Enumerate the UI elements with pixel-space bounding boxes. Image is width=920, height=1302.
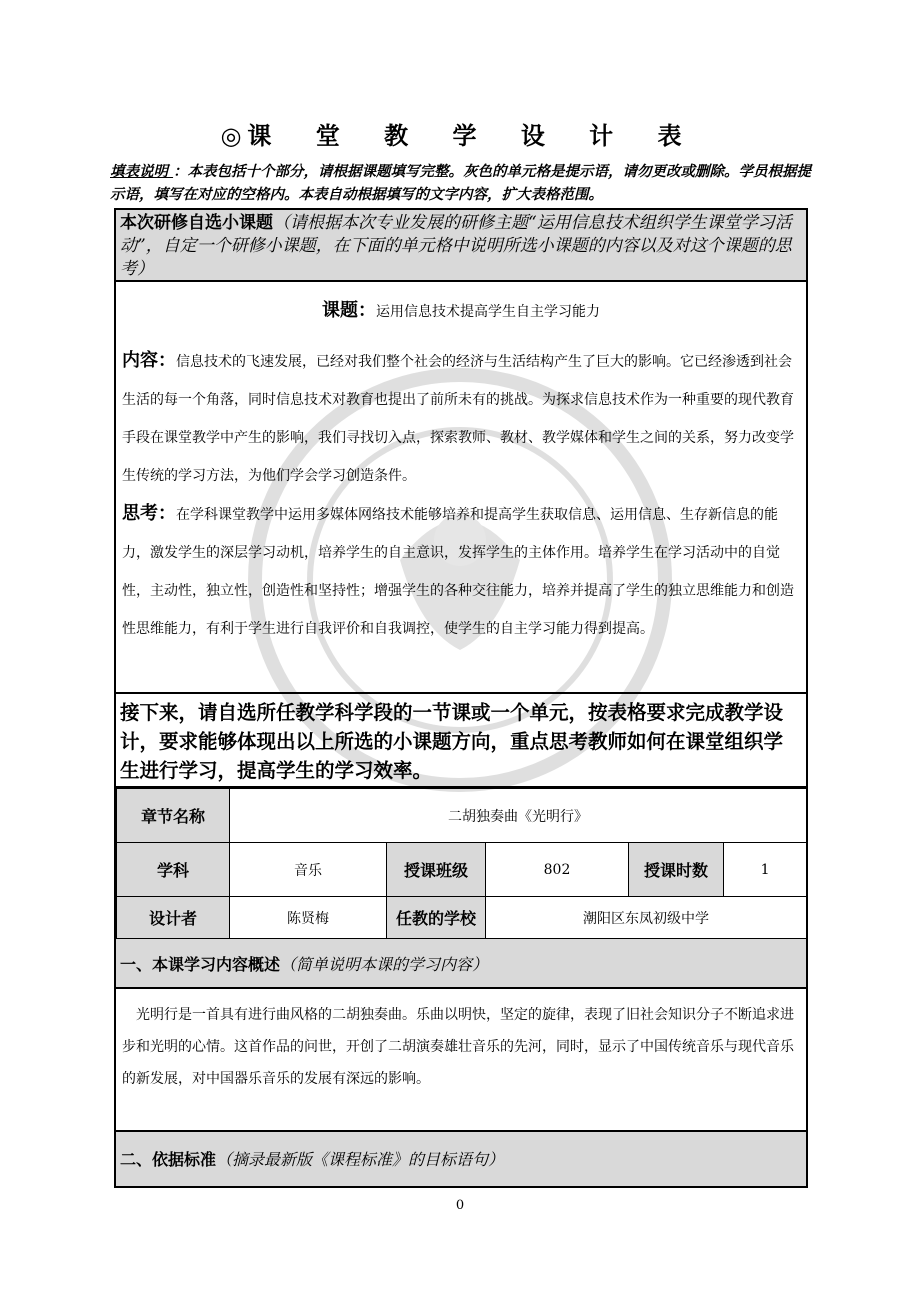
- section1-body[interactable]: 光明行是一首具有进行曲风格的二胡独奏曲。乐曲以明快，坚定的旋律，表现了旧社会知识分子不断追求进步和光明的心情。这首作品的问世，开创了二胡演奏雄壮音乐的先河，同时，显示了中国传统音乐与现代音乐的新发展，对中国器乐音乐的发展有深远的影响。: [116, 989, 806, 1132]
- subject-value[interactable]: 音乐: [230, 843, 387, 897]
- page-title: ◎ 课 堂 教 学 设 计 表: [220, 122, 700, 150]
- topic-section-body[interactable]: [116, 282, 806, 694]
- section2-hint: （摘录最新版《课程标准》的目标语句）: [216, 1150, 505, 1169]
- content-text: 信息技术的飞速发展，已经对我们整个社会的经济与生活结构产生了巨大的影响。它已经渗透到社会生活的每一个角落，同时信息技术对教育也提出了前所未有的挑战。为探求信息技术作为一种重要的现代教育手段在课堂教学中产生的影响，我们寻找切入点，探索教师、教材、教学媒体和学生之间的关系，努力改变学生传统的学习方法，为他们学会学习创造条件。: [122, 354, 794, 484]
- topic-label: 课题：: [322, 300, 376, 321]
- thinking-label: 思考：: [122, 503, 176, 524]
- hours-label: 授课时数: [629, 843, 724, 897]
- class-value[interactable]: 802: [486, 843, 629, 897]
- thinking-paragraph: [122, 495, 800, 648]
- instructions-lead: 填表说明: [110, 163, 174, 180]
- content-paragraph: [122, 342, 800, 495]
- target-logo-icon: ◎: [220, 122, 242, 150]
- topic-line: [122, 296, 800, 322]
- design-form: [114, 208, 808, 1188]
- chapter-label: 章节名称: [117, 789, 230, 843]
- topic-section-hint: （请根据本次专业发展的研修主题“运用信息技术组织学生课堂学习活动”，自定一个研修小课题，在下面的单元格中说明所选小课题的内容以及对这个课题的思考）: [120, 213, 792, 279]
- topic-section-heading: 本次研修自选小课题: [120, 213, 273, 233]
- topic-value: 运用信息技术提高学生自主学习能力: [376, 304, 600, 320]
- section1-hint: （简单说明本课的学习内容）: [280, 955, 489, 974]
- lesson-info-table: [116, 788, 807, 939]
- school-label: 任教的学校: [387, 897, 486, 939]
- topic-section-header: [116, 210, 806, 282]
- hours-value[interactable]: 1: [724, 843, 807, 897]
- school-value[interactable]: 潮阳区东凤初级中学: [486, 897, 807, 939]
- content-label: 内容：: [122, 350, 176, 371]
- thinking-text: 在学科课堂教学中运用多媒体网络技术能够培养和提高学生获取信息、运用信息、生存新信息的能力，激发学生的深层学习动机，培养学生的自主意识，发挥学生的主体作用。培养学生在学习活动中的自觉性，主动性，独立性，创造性和坚持性；增强学生的各种交往能力，培养并提高了学生的独立思维能力和创造性思维能力，有利于学生进行自我评价和自我调控，使学生的自主学习能力得到提高。: [122, 507, 794, 637]
- fill-instructions: [110, 160, 815, 206]
- designer-label: 设计者: [117, 897, 230, 939]
- designer-value[interactable]: 陈贤梅: [230, 897, 387, 939]
- page-number: 0: [455, 1198, 465, 1213]
- next-step-prompt: 接下来，请自选所任教学科学段的一节课或一个单元，按表格要求完成教学设计，要求能够体现出以上所选的小课题方向，重点思考教师如何在课堂组织学生进行学习，提高学生的学习效率。: [116, 694, 806, 788]
- subject-label: 学科: [117, 843, 230, 897]
- class-label: 授课班级: [387, 843, 486, 897]
- section2-heading: 二、依据标准: [120, 1150, 217, 1169]
- section1-header: [116, 939, 806, 989]
- chapter-value[interactable]: 二胡独奏曲《光明行》: [230, 789, 807, 843]
- instructions-text: ：本表包括十个部分，请根据课题填写完整。灰色的单元格是提示语，请勿更改或删除。学员根据提示语，填写在对应的空格内。本表自动根据填写的文字内容，扩大表格范围。: [110, 163, 812, 203]
- section1-heading: 一、本课学习内容概述: [120, 955, 281, 974]
- section2-header: [116, 1132, 806, 1188]
